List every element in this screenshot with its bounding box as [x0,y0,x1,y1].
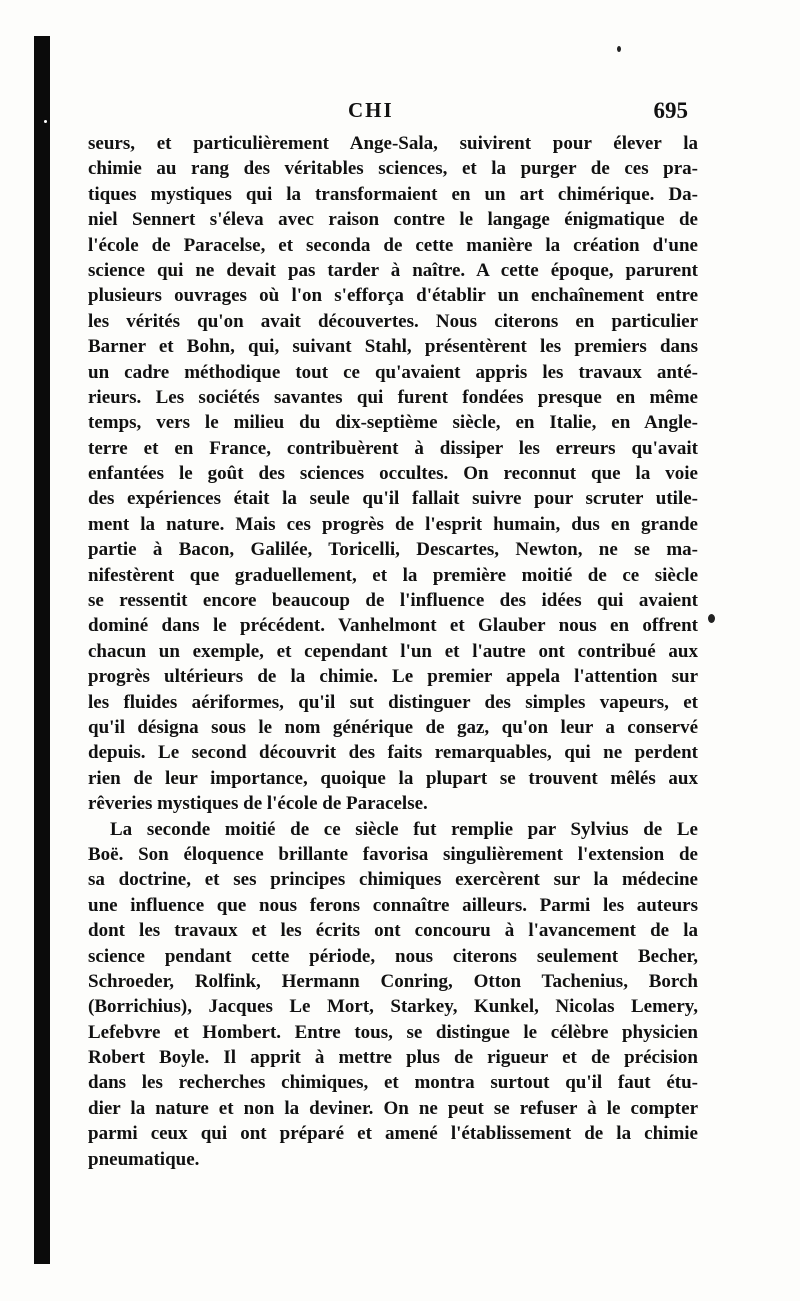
page-number: 695 [653,98,688,123]
text-line: des expériences était la seule qu'il fallait suivre pour scruter utile- [88,488,698,510]
text-line-paragraph-start: La seconde moitié de ce siècle fut remplie par Sylvius de Le [110,818,698,840]
text-line: qu'il désigna sous le nom générique de gaz, qu'on leur a conservé [88,716,698,738]
text-line: science pendant cette période, nous citerons seulement Becher, [88,945,698,967]
text-line: science qui ne devait pas tarder à naître. A cette époque, parurent [88,259,698,281]
text-line: seurs, et particulièrement Ange-Sala, suivirent pour élever la [88,133,698,154]
binding-edge [34,36,50,1264]
text-line: une influence que nous ferons connaître ailleurs. Parmi les auteurs [88,894,698,916]
text-line: enfantées le goût des sciences occultes. On reconnut que la voie [88,463,698,485]
text-line: rieurs. Les sociétés savantes qui furent fondées presque en même [88,386,698,408]
text-line: partie à Bacon, Galilée, Toricelli, Descartes, Newton, ne se ma- [88,539,698,561]
text-line: terre et en France, contribuèrent à dissiper les erreurs qu'avait [88,437,698,459]
text-line: chimie au rang des véritables sciences, et la purger de ces pra- [88,158,698,180]
text-line: sa doctrine, et ses principes chimiques exercèrent sur la médecine [88,869,698,891]
text-line: Boë. Son éloquence brillante favorisa singulièrement l'extension de [88,843,698,865]
text-line: progrès ultérieurs de la chimie. Le premier appela l'attention sur [88,666,698,688]
ink-speck [617,46,621,52]
text-line: depuis. Le second découvrit des faits remarquables, qui ne perdent [88,742,698,764]
text-line: parmi ceux qui ont préparé et amené l'établissement de la chimie [88,1123,698,1145]
text-line: un cadre méthodique tout ce qu'avaient appris les travaux anté- [88,361,698,383]
text-line: dont les travaux et les écrits ont concouru à l'avancement de la [88,920,698,942]
ink-speck [708,614,715,623]
text-line: dier la nature et non la deviner. On ne peut se refuser à le compter [88,1097,698,1119]
ink-speck [44,120,47,123]
text-line: nifestèrent que graduellement, et la première moitié de ce siècle [88,564,698,586]
text-line: dominé dans le précédent. Vanhelmont et Glauber nous en offrent [88,615,698,637]
body-text [88,131,698,1172]
text-line: chacun un exemple, et cependant l'un et l'autre ont contribué aux [88,640,698,662]
text-line: Schroeder, Rolfink, Hermann Conring, Otton Tachenius, Borch [88,970,698,992]
text-line: les fluides aériformes, qu'il sut distinguer des simples vapeurs, et [88,691,698,713]
running-head: CHI [348,98,394,122]
text-line: les vérités qu'on avait découvertes. Nous citerons en particulier [88,310,698,332]
text-line-paragraph-end: pneumatique. [88,1148,200,1170]
text-line: l'école de Paracelse, et seconda de cette manière la création d'une [88,234,698,256]
text-line: Lefebvre et Hombert. Entre tous, se distingue le célèbre physicien [88,1021,698,1043]
text-line: Barner et Bohn, qui, suivant Stahl, présentèrent les premiers dans [88,336,698,358]
text-line: (Borrichius), Jacques Le Mort, Starkey, Kunkel, Nicolas Lemery, [88,996,698,1018]
page-header [88,98,688,132]
text-line: niel Sennert s'éleva avec raison contre le langage énigmatique de [88,209,698,231]
text-line: Robert Boyle. Il apprit à mettre plus de rigueur et de précision [88,1047,698,1069]
text-line: plusieurs ouvrages où l'on s'efforça d'établir un enchaînement entre [88,285,698,307]
text-line: se ressentit encore beaucoup de l'influence des idées qui avaient [88,590,698,612]
text-line: dans les recherches chimiques, et montra surtout qu'il faut étu- [88,1072,698,1094]
text-line: ment la nature. Mais ces progrès de l'esprit humain, dus en grande [88,513,698,535]
text-line: rien de leur importance, quoique la plupart se trouvent mêlés aux [88,767,698,789]
text-line-paragraph-end: rêveries mystiques de l'école de Paracelse. [88,793,428,815]
text-line: temps, vers le milieu du dix-septième siècle, en Italie, en Angle- [88,412,698,434]
text-line: tiques mystiques qui la transformaient en un art chimérique. Da- [88,183,698,205]
